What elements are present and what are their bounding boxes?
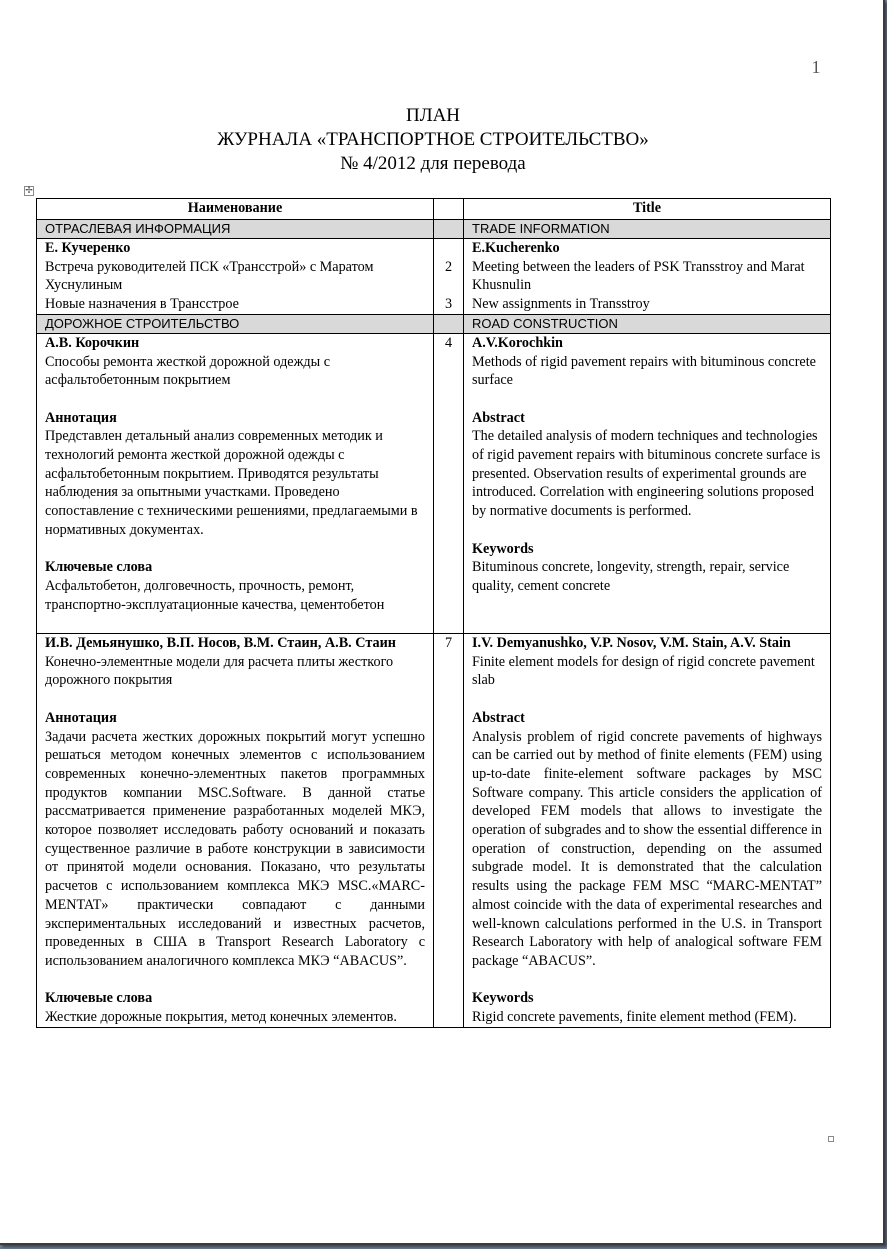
- abstract-text-en: Analysis problem of rigid concrete pavements of highways can be carried out by method of finite elements (FEM) using up-to-date finite-element software packages by MSC Software company. This article considers the application of developed FEM models that allows to investigate the operation of subgrades and to show the essential difference in operation of construction, depending on the assumed subgrade model. It is demonstrated that the calculation results using the package FEM MSC “MARC-MENTAT” almost coincide with the data of experimental researches and well-known calculations performed in the U.S. in Transport Research Laboratory with help of analogical software FEM package “ABACUS”.: [472, 728, 822, 969]
- author-en: E.Kucherenko: [472, 240, 560, 256]
- cell-article-1-page: [434, 333, 464, 633]
- document-title: [36, 104, 830, 176]
- title-line-issue: № 4/2012 для перевода: [340, 153, 526, 174]
- article-title-ru: Конечно-элементные модели для расчета плиты жесткого дорожного покрытия: [45, 653, 394, 689]
- author-en: I.V. Demyanushko, V.P. Nosov, V.M. Stain, A.V. Stain: [472, 635, 791, 652]
- section-title-ru: ДОРОЖНОЕ СТРОИТЕЛЬСТВО: [37, 314, 434, 333]
- keywords-label-ru: Ключевые слова: [45, 990, 153, 1007]
- cell-article-1-en: [464, 333, 831, 633]
- keywords-text-ru: Асфальтобетон, долговечность, прочность, ремонт, транспортно-эксплуатационные качества, цементобетон: [45, 577, 385, 613]
- plan-table: [36, 198, 831, 1028]
- author-en: A.V.Korochkin: [472, 334, 563, 351]
- abstract-text-ru: Представлен детальный анализ современных методик и технологий ремонта жесткой дорожной одежды с асфальтобетонным покрытием. Приводятся результаты наблюдения за опытными участками. Проведено сопоставление с техническими решениями, предлагаемыми в нормативных документах.: [45, 428, 418, 538]
- cell-article-2-en: [464, 634, 831, 1028]
- table-resize-handle-icon[interactable]: [828, 1136, 834, 1142]
- author-ru: Е. Кучеренко: [45, 240, 131, 256]
- cell-article-1-ru: [37, 333, 434, 633]
- item-title-ru: Встреча руководителей ПСК «Трансстрой» с Маратом Хуснулиным: [45, 258, 374, 294]
- keywords-label-ru: Ключевые слова: [45, 559, 153, 576]
- section-title-en: TRADE INFORMATION: [464, 220, 831, 239]
- cell-article-2-page: [434, 634, 464, 1028]
- section-spacer: [434, 314, 464, 333]
- title-line-plan: ПЛАН: [405, 105, 461, 126]
- table-move-handle-icon[interactable]: ✢: [25, 186, 33, 196]
- item-title-en: Meeting between the leaders of PSK Transstroy and Marat Khusnulin: [472, 258, 805, 294]
- page-ref: 2: [444, 258, 453, 275]
- keywords-label-en: Keywords: [472, 540, 534, 557]
- table-row-article-1: [37, 333, 831, 633]
- section-title-ru: ОТРАСЛЕВАЯ ИНФОРМАЦИЯ: [37, 220, 434, 239]
- abstract-label-ru: Аннотация: [45, 709, 117, 726]
- article-title-en: Finite element models for design of rigid concrete pavement slab: [472, 653, 815, 689]
- abstract-label-en: Abstract: [472, 709, 525, 726]
- cell-trade-ru: [37, 239, 434, 315]
- cell-trade-en: [464, 239, 831, 315]
- column-header-title: Title: [464, 199, 831, 220]
- section-row-road: [37, 314, 831, 333]
- section-row-trade: [37, 220, 831, 239]
- section-spacer: [434, 220, 464, 239]
- title-line-journal: ЖУРНАЛА «ТРАНСПОРТНОЕ СТРОИТЕЛЬСТВО»: [217, 129, 649, 150]
- item-title-ru: Новые назначения в Трансстрое: [45, 296, 239, 313]
- page-ref: 3: [444, 296, 453, 313]
- author-ru: И.В. Демьянушко, В.П. Носов, В.М. Стаин, А.В. Стаин: [45, 635, 396, 652]
- item-title-en: New assignments in Transstroy: [472, 296, 650, 313]
- keywords-text-ru: Жесткие дорожные покрытия, метод конечных элементов.: [45, 1009, 397, 1026]
- article-title-ru: Способы ремонта жесткой дорожной одежды с асфальтобетонным покрытием: [45, 353, 331, 389]
- table-header-row: [37, 199, 831, 220]
- section-title-en: ROAD CONSTRUCTION: [464, 314, 831, 333]
- abstract-text-en: The detailed analysis of modern techniques and technologies of rigid pavement repairs with bituminous concrete surface is presented. Observation results of experimental grounds are introduced. Correlation with engineering solutions proposed by normative documents is performed.: [472, 428, 821, 520]
- abstract-label-ru: Аннотация: [45, 409, 117, 426]
- keywords-text-en: Bituminous concrete, longevity, strength, repair, service quality, cement concrete: [472, 559, 790, 594]
- keywords-label-en: Keywords: [472, 990, 534, 1007]
- abstract-label-en: Abstract: [472, 409, 525, 426]
- page-ref: 4: [444, 334, 453, 351]
- page-ref: 7: [444, 635, 453, 652]
- table-row-article-2: [37, 634, 831, 1028]
- abstract-text-ru: Задачи расчета жестких дорожных покрытий могут успешно решаться методом конечных элементов с использованием современных конечно-элементных пакетов программных продуктов компании MSC.Software. В данной статье рассматривается применение разработанных моделей МКЭ, которое позволяет исследовать работу оснований и показать существенное различие в работе конструкции в зависимости от принятой модели основания. Показано, что результаты расчетов с использованием комплекса МКЭ MSC.«MARC-MENTAT» практически совпадают с данными экспериментальных исследований и известных расчетов, проведенных в США в Transport Research Laboratory с использованием аналогичного комплекса МКЭ “ABACUS”.: [45, 728, 425, 969]
- column-header-page: [434, 199, 464, 220]
- page-number: 1: [811, 57, 821, 77]
- table-row-trade: [37, 239, 831, 315]
- cell-trade-pages: [434, 239, 464, 315]
- article-title-en: Methods of rigid pavement repairs with bituminous concrete surface: [472, 353, 816, 389]
- cell-article-2-ru: [37, 634, 434, 1028]
- column-header-name: Наименование: [37, 199, 434, 220]
- author-ru: А.В. Корочкин: [45, 334, 140, 351]
- keywords-text-en: Rigid concrete pavements, finite element method (FEM).: [472, 1009, 797, 1026]
